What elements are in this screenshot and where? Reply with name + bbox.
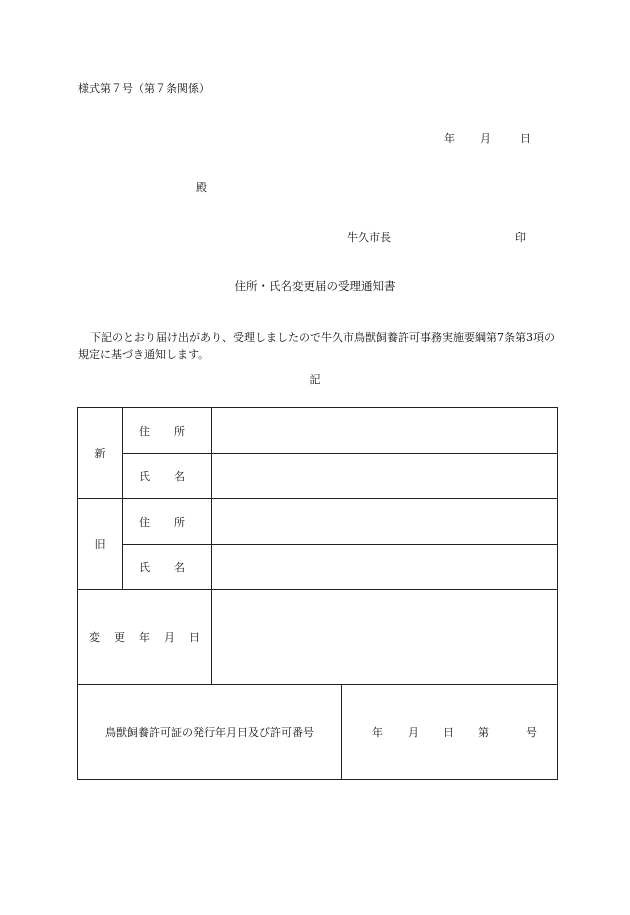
new-group-label: 新	[78, 408, 123, 499]
date-line	[444, 133, 531, 144]
seal-mark: 印	[515, 231, 526, 244]
label-char: 日	[189, 631, 200, 644]
addressee-suffix: 殿	[196, 181, 207, 194]
change-date-label	[78, 590, 212, 685]
table-row-new-name	[78, 454, 558, 499]
permit-year-label: 年	[372, 726, 383, 739]
label-char: 月	[164, 631, 175, 644]
table-row-old-name	[78, 545, 558, 590]
permit-number-field[interactable]	[342, 685, 558, 780]
label-char: 住	[139, 424, 150, 438]
permit-no-label: 第	[478, 726, 489, 739]
permit-label: 鳥獣飼養許可証の発行年月日及び許可番号	[78, 685, 342, 780]
new-address-label	[123, 408, 212, 454]
date-month-label: 月	[480, 132, 491, 145]
label-char: 氏	[139, 470, 150, 483]
date-year-label: 年	[444, 132, 455, 145]
change-date-field[interactable]	[212, 590, 558, 685]
old-address-label	[123, 499, 212, 545]
label-char: 氏	[139, 561, 150, 574]
form-number-label: 様式第７号（第７条関係）	[78, 82, 210, 95]
old-name-field[interactable]	[212, 545, 558, 590]
label-char: 変	[89, 631, 100, 644]
new-address-field[interactable]	[212, 408, 558, 454]
notice-body-text: 下記のとおり届け出があり、受理しましたので牛久市鳥獣飼養許可事務実施要綱第7条第3項の規定に基づき通知します。	[78, 331, 555, 361]
label-char: 所	[174, 424, 185, 438]
table-row-permit	[78, 685, 558, 780]
old-group-label: 旧	[78, 499, 123, 590]
notice-body	[78, 329, 558, 363]
details-table	[77, 407, 558, 780]
table-row-new-address	[78, 408, 558, 454]
document-title: 住所・氏名変更届の受理通知書	[234, 279, 396, 293]
old-name-label	[123, 545, 212, 590]
label-char: 更	[114, 631, 125, 644]
label-char: 所	[174, 515, 185, 529]
permit-month-label: 月	[408, 726, 419, 739]
permit-day-label: 日	[443, 726, 454, 739]
permit-go-label: 号	[526, 726, 537, 739]
new-name-field[interactable]	[212, 454, 558, 499]
mayor-title: 牛久市長	[347, 231, 391, 244]
table-row-change-date	[78, 590, 558, 685]
label-char: 住	[139, 515, 150, 529]
new-name-label	[123, 454, 212, 499]
label-char: 名	[174, 561, 185, 574]
table-row-old-address	[78, 499, 558, 545]
date-day-label: 日	[520, 132, 531, 145]
old-address-field[interactable]	[212, 499, 558, 545]
label-char: 年	[139, 631, 150, 644]
ki-heading: 記	[309, 373, 321, 386]
label-char: 名	[174, 470, 185, 483]
